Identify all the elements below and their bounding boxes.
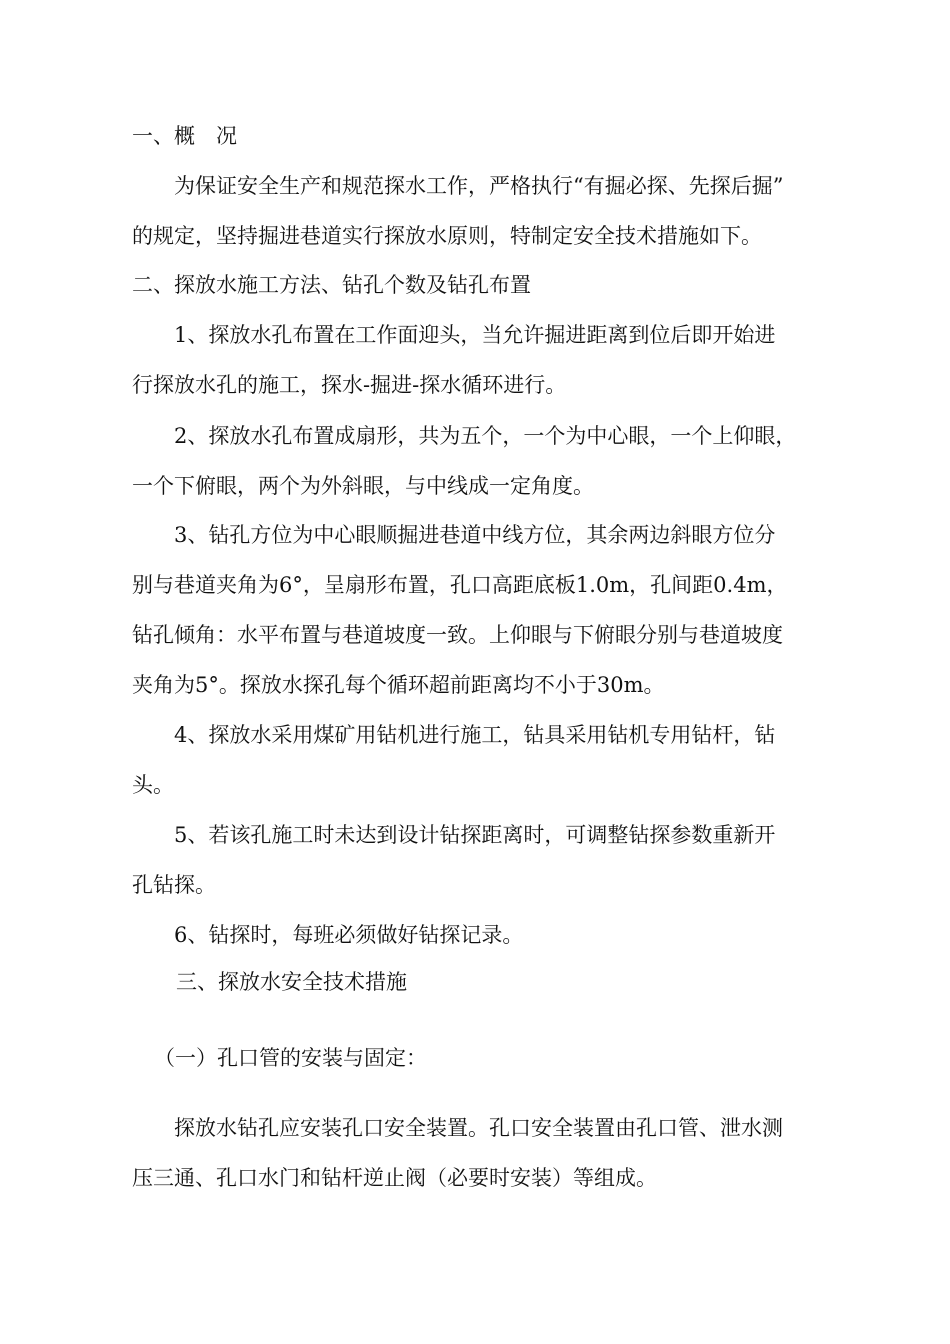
subsection-1-paragraph-line-1: 探放水钻孔应安装孔口安全装置。孔口安全装置由孔口管、泄水测 bbox=[174, 1116, 783, 1140]
subsection-1-paragraph-line-2: 压三通、孔口水门和钻杆逆止阀（必要时安装）等组成。 bbox=[132, 1166, 657, 1190]
item-3-line-3: 钻孔倾角：水平布置与巷道坡度一致。上仰眼与下俯眼分别与巷道坡度 bbox=[132, 623, 783, 647]
item-5-line-2: 孔钻探。 bbox=[132, 873, 216, 897]
item-1-line-1: 1、探放水孔布置在工作面迎头，当允许掘进距离到位后即开始进 bbox=[174, 323, 776, 347]
item-4-line-2: 头。 bbox=[132, 773, 174, 797]
item-2-line-2: 一个下俯眼，两个为外斜眼，与中线成一定角度。 bbox=[132, 474, 594, 498]
item-3-line-4: 夹角为5°。探放水探孔每个循环超前距离均不小于30m。 bbox=[132, 673, 665, 697]
section-1-paragraph-line-1: 为保证安全生产和规范探水工作，严格执行“有掘必探、先探后掘” bbox=[174, 174, 784, 198]
item-1-line-2: 行探放水孔的施工，探水-掘进-探水循环进行。 bbox=[132, 373, 567, 397]
item-3-line-2: 别与巷道夹角为6°，呈扇形布置，孔口高距底板1.0m，孔间距0.4m， bbox=[132, 573, 788, 597]
section-1-title: 一、概 况 bbox=[132, 124, 237, 148]
section-3-title: 三、探放水安全技术措施 bbox=[176, 970, 407, 994]
item-6-line-1: 6、钻探时，每班必须做好钻探记录。 bbox=[174, 923, 524, 947]
section-1-paragraph-line-2: 的规定，坚持掘进巷道实行探放水原则，特制定安全技术措施如下。 bbox=[132, 224, 762, 248]
item-2-line-1: 2、探放水孔布置成扇形，共为五个，一个为中心眼，一个上仰眼， bbox=[174, 424, 797, 448]
subsection-1-title: （一）孔口管的安装与固定： bbox=[154, 1046, 427, 1070]
item-4-line-1: 4、探放水采用煤矿用钻机进行施工，钻具采用钻机专用钻杆，钻 bbox=[174, 723, 776, 747]
section-2-title: 二、探放水施工方法、钻孔个数及钻孔布置 bbox=[132, 273, 531, 297]
item-5-line-1: 5、若该孔施工时未达到设计钻探距离时，可调整钻探参数重新开 bbox=[174, 823, 776, 847]
item-3-line-1: 3、钻孔方位为中心眼顺掘进巷道中线方位，其余两边斜眼方位分 bbox=[174, 523, 776, 547]
